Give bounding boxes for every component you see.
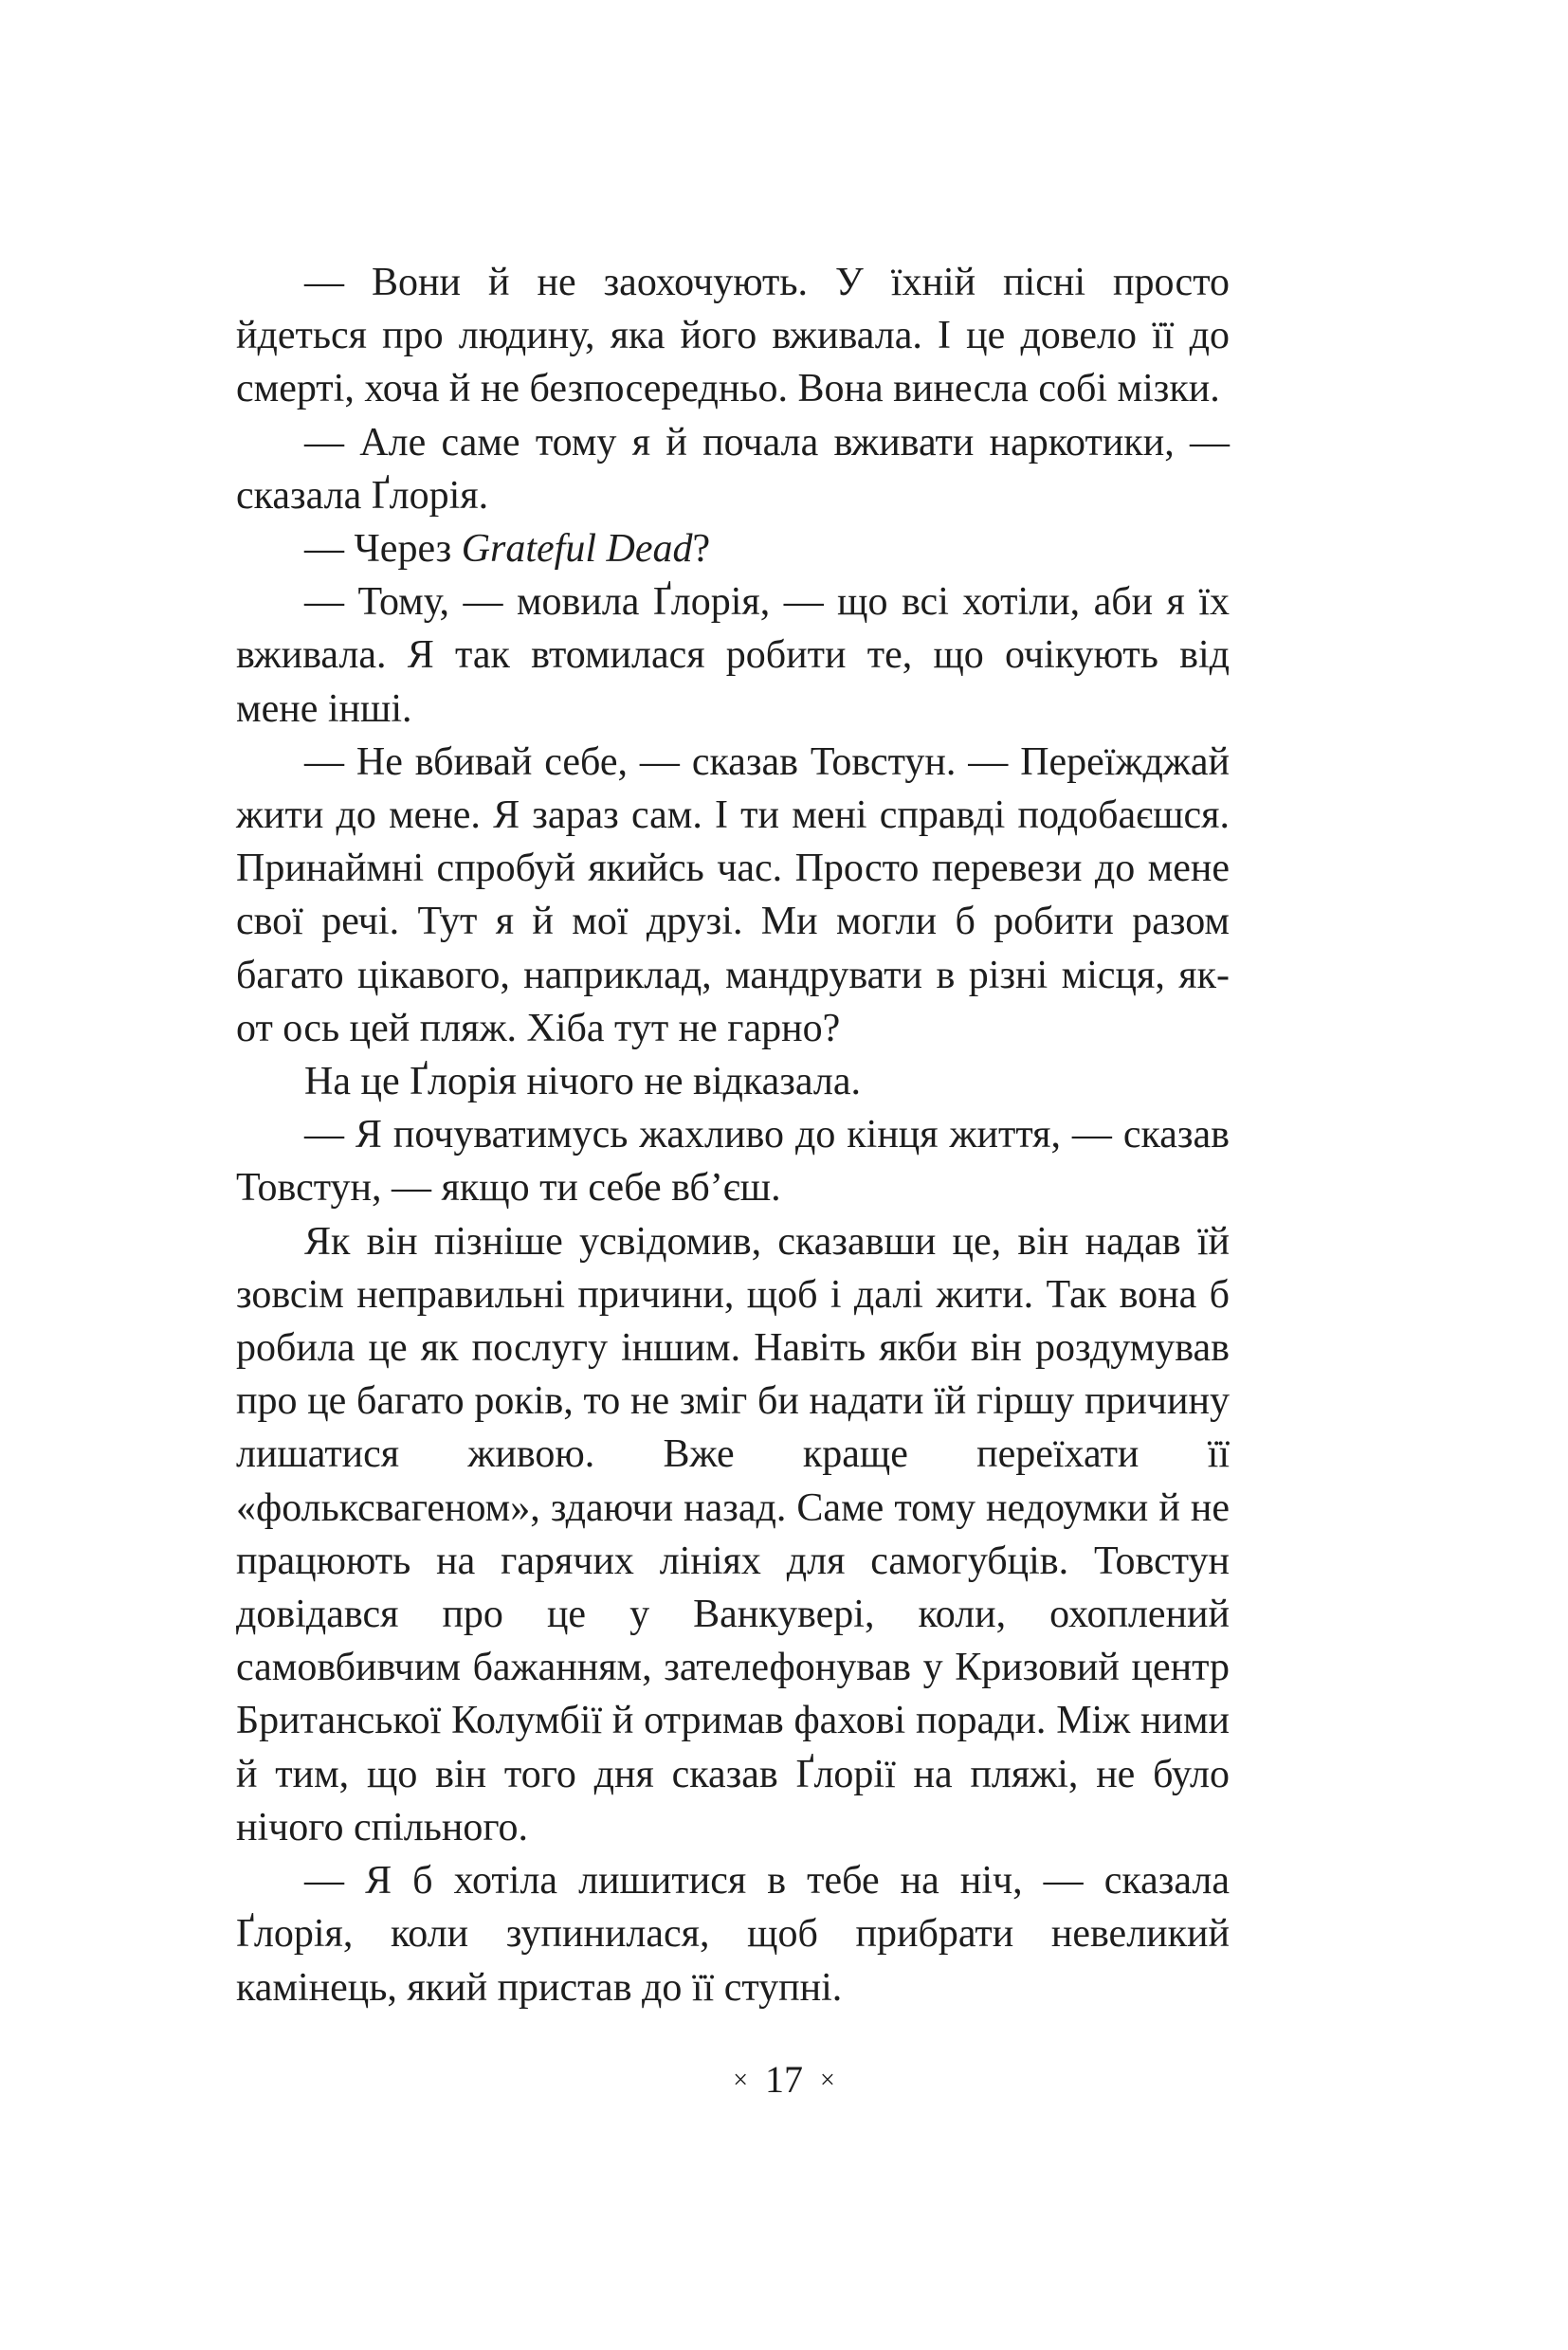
- paragraph: — Тому, — мовила Ґлорія, — що всі хотіли, аби я їх вживала. Я так втомилася робити те, що очікують від мене інші.: [236, 580, 1230, 731]
- paragraph: — Вони й не заохочують. У їхній пісні просто йдеться про людину, яка його вживала. І це довело її до смерті, хоча й не безпосередньо. Вона винесла собі мізки.: [236, 261, 1230, 411]
- paragraph: На це Ґлорія нічого не відказала.: [304, 1060, 861, 1104]
- paragraph: — Не вбивай себе, — сказав Товстун. — Переїжджай жити до мене. Я зараз сам. І ти мені справді подобаєшся. Принаймні спробуй якийсь час. Просто перевези до мене свої речі. Тут я й мої друзі. Ми могли б робити разом багато цікавого, наприклад, мандрувати в різні місця, як-от ось цей пляж. Хіба тут не гарно?: [236, 739, 1230, 1050]
- folio-ornament-left: ×: [733, 2066, 748, 2095]
- paragraph-text: ?: [692, 527, 711, 572]
- paragraph: Як він пізніше усвідомив, сказавши це, він надав їй зовсім неправильні причини, щоб і далі жити. Так вона б робила це як послугу іншим. Навіть якби він роздумував про це багато років, то не зміг би надати їй гіршу причину лишатися живою. Вже краще переїхати її «фольксвагеном», здаючи назад. Саме тому недоумки й не працюють на гарячих лініях для самогубців. Товстун довідався про це у Ванкувері, коли, охоплений самовбивчим бажанням, зателефонував у Кризовий центр Британської Колумбії й отримав фахові поради. Між ними й тим, що він того дня сказав Ґлорії на пляжі, не було нічого спільного.: [236, 1219, 1230, 1849]
- paragraph: [236, 522, 1230, 575]
- paragraph-text: — Через: [304, 527, 462, 572]
- band-name-italic: Grateful Dead: [461, 527, 693, 572]
- page-number: 17: [765, 2058, 803, 2101]
- page-footer: [0, 2057, 1568, 2104]
- paragraph: — Я почуватимусь жахливо до кінця життя, — сказав Товстун, — якщо ти себе вб’єш.: [236, 1113, 1230, 1211]
- body-text: [236, 256, 1230, 2014]
- paragraph: — Але саме тому я й почала вживати наркотики, — сказала Ґлорія.: [236, 420, 1230, 518]
- folio-ornament-right: ×: [820, 2066, 835, 2095]
- paragraph: — Я б хотіла лишитися в тебе на ніч, — сказала Ґлорія, коли зупинилася, щоб прибрати невеликий камінець, який пристав до її ступні.: [236, 1859, 1230, 2010]
